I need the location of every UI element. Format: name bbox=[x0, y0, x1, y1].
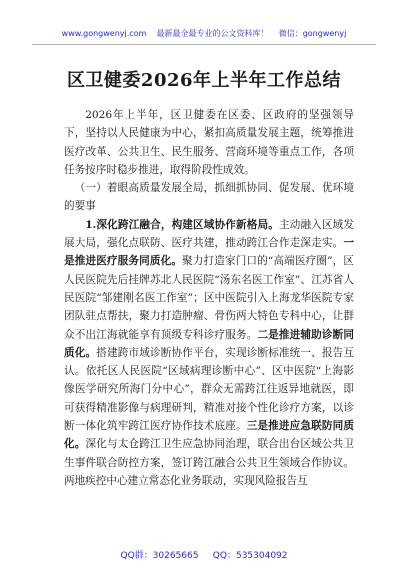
item-1-sub2-text: 搭建跨市域诊断协作平台，实现诊断标准统一、报告互认。依托区人民医院“区域病理诊断中心”、区中医院“上海影像医学研究所海门分中心”，群众无需跨江往返异地就医，即可获得精准影像与病理研判，精准对接个性化诊疗方案，以诊断一体化筑牢跨江医疗协作技术底座。 bbox=[64, 346, 355, 433]
item-1-sub2-lead: 二是推进辅助诊断同质化。 bbox=[64, 328, 355, 359]
header-divider bbox=[32, 44, 376, 45]
document-title: 区卫健委2026年上半年工作总结 bbox=[66, 70, 342, 91]
item-1-paragraph bbox=[64, 216, 354, 490]
page-header bbox=[0, 28, 408, 39]
page-footer bbox=[0, 548, 408, 561]
intro-paragraph: 2026年上半年，区卫健委在区委、区政府的坚强领导下，坚持以人民健康为中心，紧扣高质量发展主题，统筹推进医疗改革、公共卫生、民生服务、营商环境等重点工作，各项任务按序时稳步推进，取得阶段性成效。 bbox=[64, 109, 354, 176]
item-1-sub1-lead: 一是推进医疗服务同质化。 bbox=[64, 237, 354, 268]
section-heading: （一）着眼高质量发展全局，抓细抓协同、促发展、优环境的要事 bbox=[64, 182, 354, 213]
item-1-sub3-lead: 三是推进应急联防同质化。 bbox=[64, 420, 354, 451]
item-1-lead: 1.深化跨江融合，构建区域协作新格局。 bbox=[85, 218, 279, 231]
item-1-text: 主动融入区域发展大局，强化点联防、医疗共建，推动跨江合作走深走实。 bbox=[64, 218, 354, 250]
item-1-sub1-text: 聚力打造家门口的“高端医疗圈”，区人民医院先后挂牌苏北人民医院“汤东名医工作室”、江苏省人民医院“邹建刚名医工作室”；区中医院引入上海龙华医院专家团队驻点帮扶，聚力打造肿瘤、骨伤两大特色专科中心，让群众不出江海就能享有顶级专科诊疗服务。 bbox=[64, 255, 354, 341]
item-1-sub3-text: 深化与太仓跨江卫生应急协同治理，联合出台区域公共卫生事件联合防控方案，签订跨江融合公共卫生领域合作协议。两地疾控中心建立常态化业务联动，实现风险报告互 bbox=[64, 438, 355, 487]
document-body bbox=[64, 106, 354, 490]
footer-qq-group: QQ群：30265665 bbox=[120, 551, 199, 561]
header-site[interactable]: www.gongwenyj.com bbox=[61, 29, 147, 38]
header-slogan: 最新最全最专业的公文资料库！ bbox=[156, 29, 269, 38]
header-wechat: 微信：gongwenyj bbox=[278, 29, 347, 38]
footer-qq: QQ：535304092 bbox=[212, 551, 288, 561]
